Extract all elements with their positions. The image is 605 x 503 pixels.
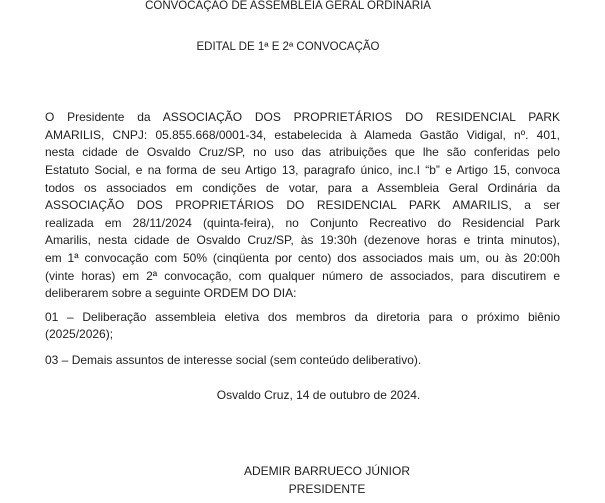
text-line: 01 – Deliberação assembleia eletiva dos membros da diretoria para o próximo biênio <box>45 309 560 324</box>
text-line: 03 – Demais assuntos de interesse social (sem conteúdo deliberativo). <box>45 352 422 367</box>
text-line: (2025/2026); <box>45 327 114 342</box>
text-line: (vinte horas) em 2ª convocação, com qualquer número de associados, para discutirem e <box>45 268 560 283</box>
text-line: realizada em 28/11/2024 (quinta-feira), no Conjunto Recreativo do Residencial Park <box>45 215 560 230</box>
document-subtitle: EDITAL DE 1ª E 2ª CONVOCAÇÃO <box>196 40 380 53</box>
text-line: Amarilis, nesta cidade de Osvaldo Cruz/SP, às 19:30h (dezenove horas e trinta minutos), <box>45 233 560 248</box>
text-line: AMARILIS, CNPJ: 05.855.668/0001-34, estabelecida à Alameda Gastão Vidigal, nº. 401, <box>45 127 560 142</box>
signature-role: PRESIDENTE <box>288 482 366 497</box>
body-paragraph <box>45 109 560 303</box>
document-title: CONVOCAÇÃO DE ASSEMBLEIA GERAL ORDINÁRIA <box>145 0 431 12</box>
date-line: Osvaldo Cruz, 14 de outubro de 2024. <box>216 387 421 402</box>
text-line: deliberarem sobre a seguinte ORDEM DO DIA: <box>45 286 297 301</box>
text-line: Estatuto Social, e na forma de seu Artigo 13, paragrafo único, inc.I “b” e Artigo 15, convoca <box>45 162 560 177</box>
text-line: ASSOCIAÇÃO DOS PROPRIETÁRIOS DO RESIDENCIAL PARK AMARILIS, a ser <box>45 198 560 213</box>
text-line: O Presidente da ASSOCIAÇÃO DOS PROPRIETÁRIOS DO RESIDENCIAL PARK <box>45 110 560 125</box>
agenda-item-03 <box>45 352 560 370</box>
signature-name: ADEMIR BARRUECO JÚNIOR <box>243 464 410 479</box>
text-line: nesta cidade de Osvaldo Cruz/SP, no uso das atribuições que lhe são conferidas pelo <box>45 145 560 160</box>
signature-block <box>45 462 560 498</box>
text-line: em 1ª convocação com 50% (cinqüenta por cento) dos associados mais um, ou às 20:00h <box>45 250 560 265</box>
text-line: todos os associados em condições de votar, para a Assembleia Geral Ordinária da <box>45 180 560 195</box>
agenda-item-01 <box>45 309 560 344</box>
